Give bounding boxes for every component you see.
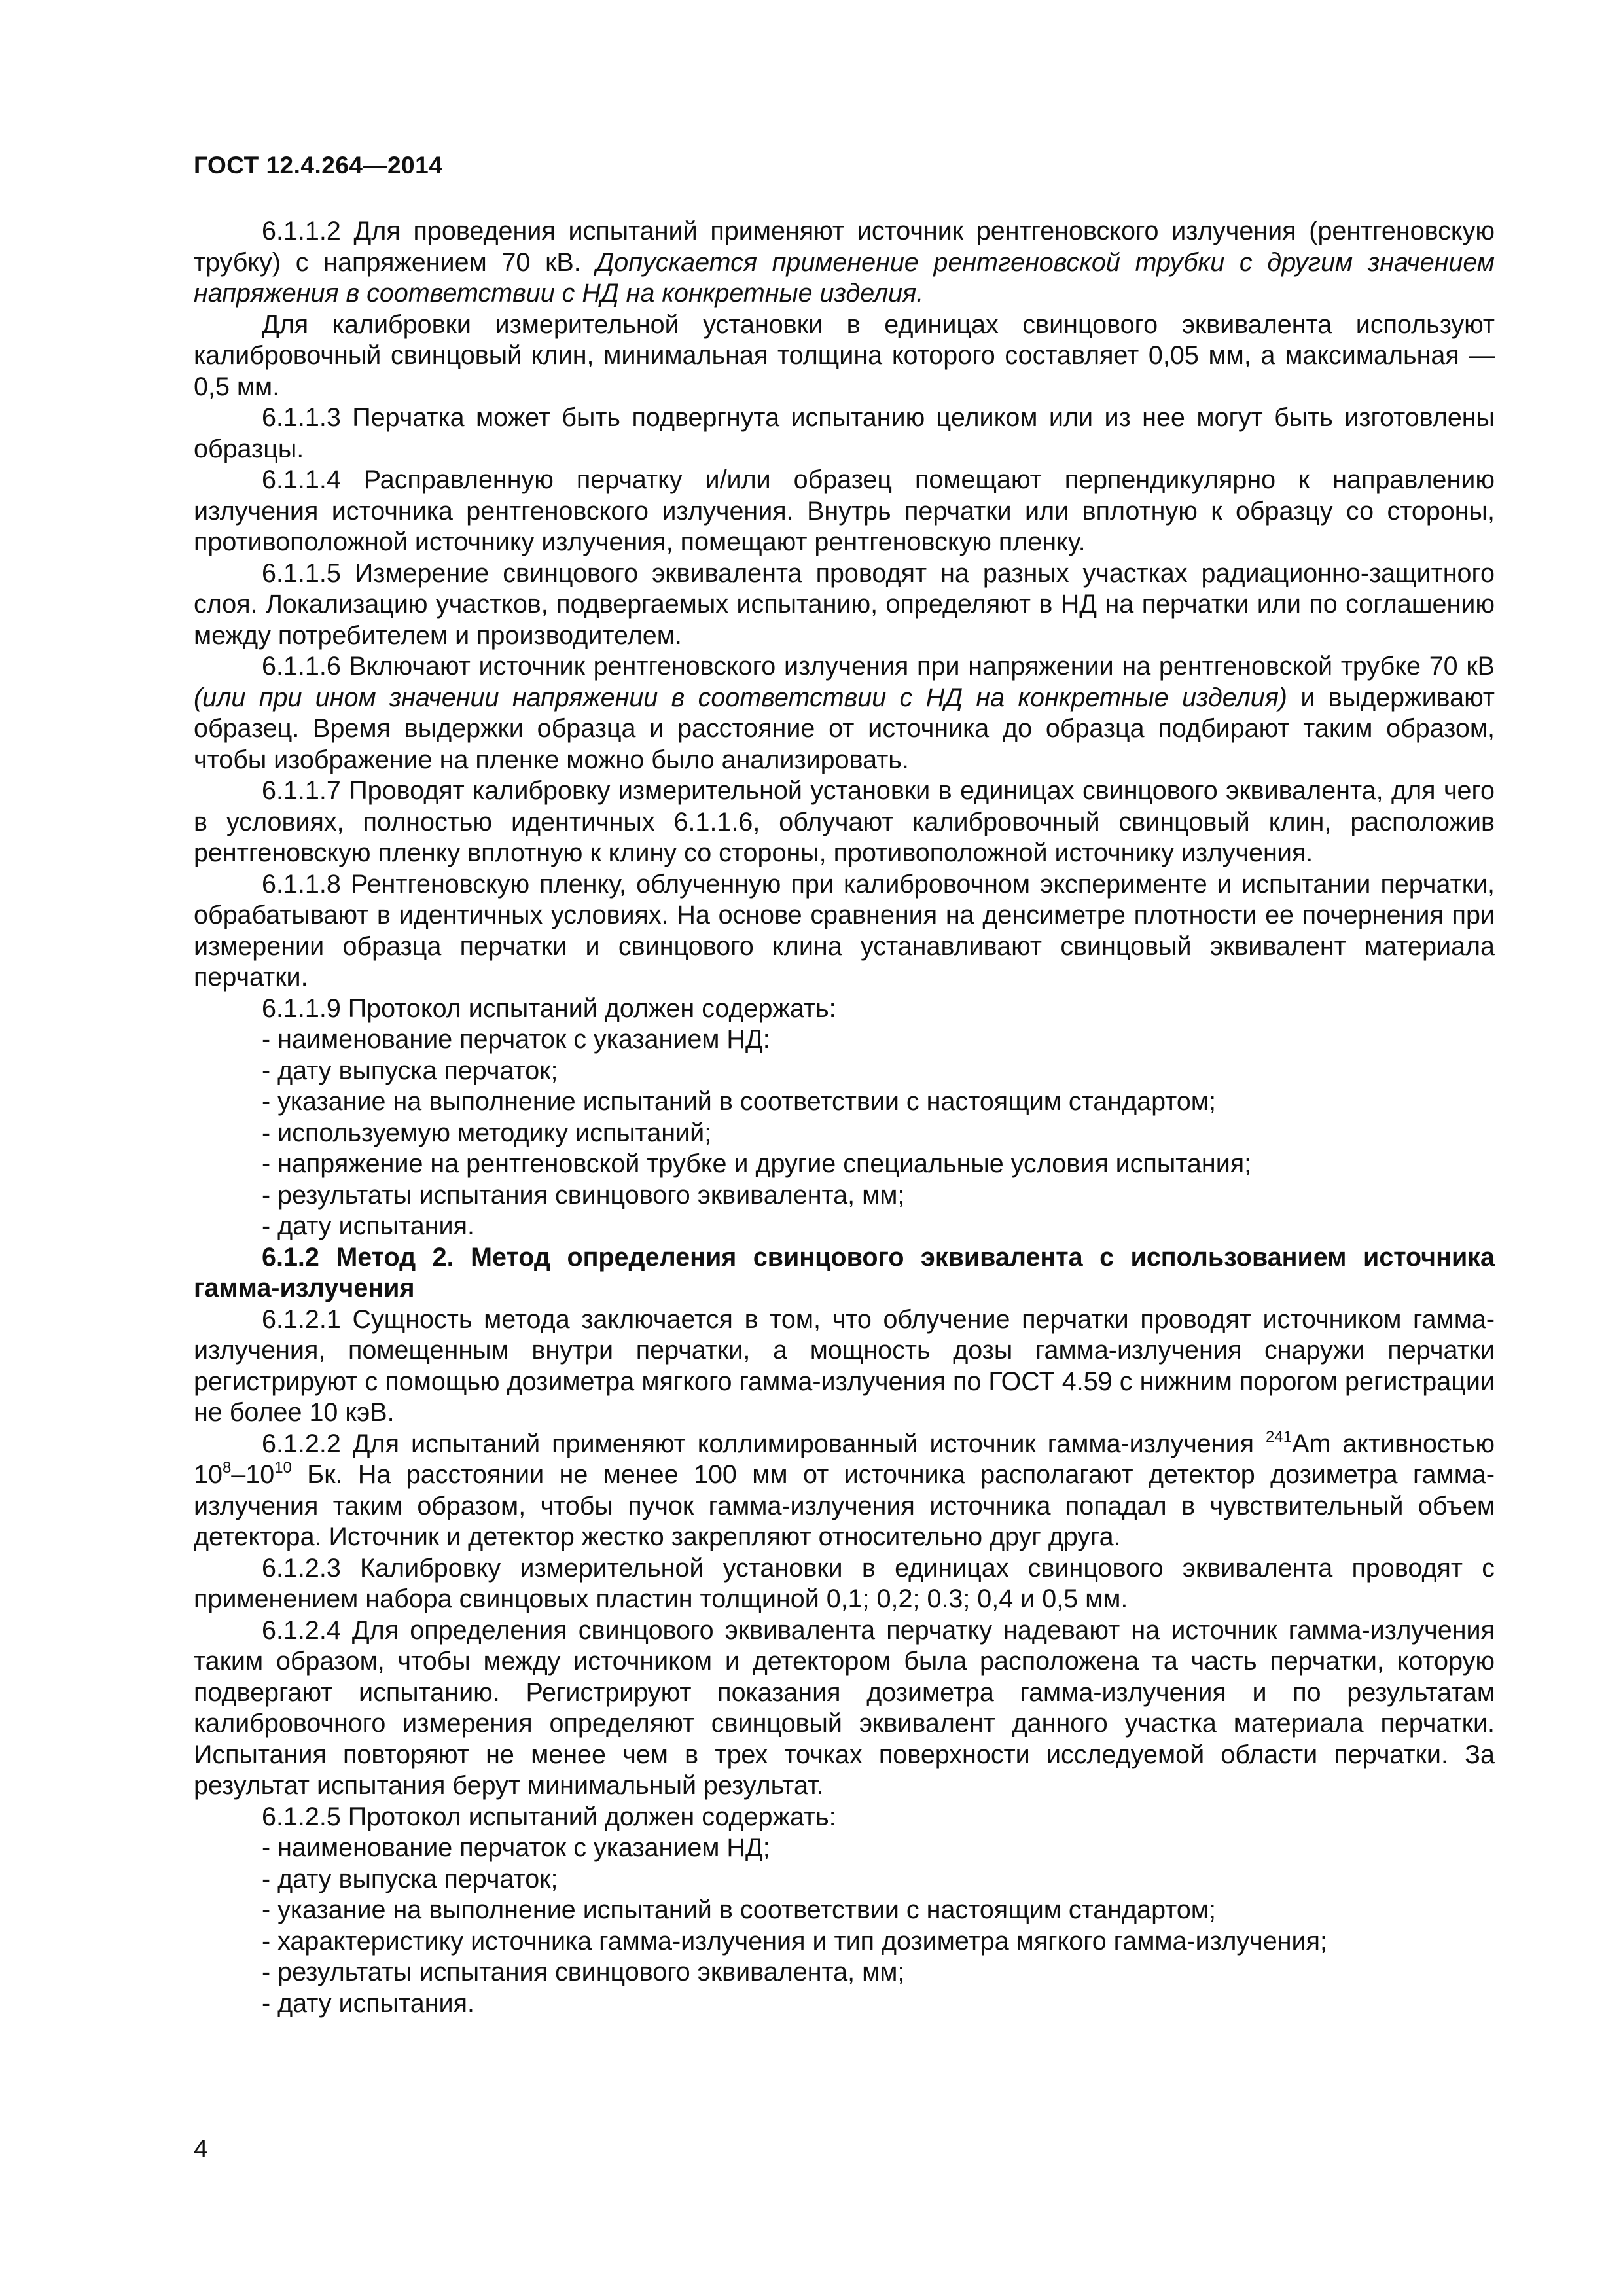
list-item: - указание на выполнение испытаний в соответствии с настоящим стандартом; [262, 1895, 1216, 1924]
paragraph-6-1-1-5: 6.1.1.5 Измерение свинцового эквивалента проводят на разных участках радиационно-защитного слоя. Локализацию участков, подвергаемых испытанию, определяют в НД на перчатки или по соглашению между потребителем и производителем. [194, 558, 1495, 650]
list-item: - используемую методику испытаний; [262, 1118, 712, 1147]
paragraph-6-1-2-3: 6.1.2.3 Калибровку измерительной установки в единицах свинцового эквивалента проводят с применением набора свинцовых пластин толщиной 0,1; 0,2; 0.3; 0,4 и 0,5 мм. [194, 1553, 1495, 1613]
paragraph-text: Бк. На расстоянии не менее 100 мм от источника располагают детектор дозиметра гамма-излучения таким образом, чтобы пучок гамма-излучения источника попадал в чувствительный объем детектора. Источник и детектор жестко закрепляют относительно друг друга. [194, 1460, 1495, 1551]
list-item: - наименование перчаток с указанием НД: [262, 1025, 770, 1054]
paragraph-text: –10 [231, 1460, 275, 1489]
paragraph-6-1-1-9: 6.1.1.9 Протокол испытаний должен содержать: [262, 994, 836, 1023]
paragraph-calibration: Для калибровки измерительной установки в единицах свинцового эквивалента используют калибровочный свинцовый клин, минимальная толщина которого составляет 0,05 мм, а максимальная — 0,5 мм. [194, 310, 1495, 401]
paragraph-text: активностью 10 [194, 1429, 1495, 1489]
paragraph-6-1-1-2 [194, 216, 1495, 310]
paragraph-text: 6.1.1.6 Включают источник рентгеновского излучения при напряжении на рентгеновской трубке 70 кВ [262, 652, 1495, 681]
paragraph-6-1-2-2 [194, 1429, 1495, 1553]
list-item: - дату испытания. [262, 1988, 474, 2018]
paragraph-6-1-1-8: 6.1.1.8 Рентгеновскую пленку, облученную при калибровочном эксперименте и испытании перчатки, обрабатывают в идентичных условиях. На основе сравнения на денсиметре плотности ее почернения при измерении образца перчатки и свинцового клина устанавливают свинцовый эквивалент материала перчатки. [194, 869, 1495, 992]
document-body [194, 216, 1495, 2019]
paragraph-6-1-2-1: 6.1.2.1 Сущность метода заключается в том, что облучение перчатки проводят источником гамма-излучения, помещенным внутри перчатки, а мощность дозы гамма-излучения снаружи перчатки регистрируют с помощью дозиметра мягкого гамма-излучения по ГОСТ 4.59 с нижним порогом регистрации не более 10 кэВ. [194, 1304, 1495, 1427]
list-item: - результаты испытания свинцового эквивалента, мм; [262, 1180, 905, 1210]
list-item: - характеристику источника гамма-излучения и тип дозиметра мягкого гамма-излучения; [262, 1926, 1327, 1956]
paragraph-6-1-1-3: 6.1.1.3 Перчатка может быть подвергнута испытанию целиком или из нее могут быть изготовлены образцы. [194, 403, 1495, 463]
list-item: - указание на выполнение испытаний в соответствии с настоящим стандартом; [262, 1087, 1216, 1116]
list-item: - результаты испытания свинцового эквивалента, мм; [262, 1958, 905, 1986]
list-item: - дату выпуска перчаток; [262, 1864, 558, 1893]
standard-header: ГОСТ 12.4.264—2014 [194, 152, 443, 179]
paragraph-6-1-1-6 [194, 651, 1495, 776]
isotope-mass-number: 241 [1266, 1427, 1293, 1446]
paragraph-6-1-1-4: 6.1.1.4 Расправленную перчатку и/или образец помещают перпендикулярно к направлению излучения источника рентгеновского излучения. Внутрь перчатки или вплотную к образцу со стороны, противоположной источнику излучения, помещают рентгеновскую пленку. [194, 465, 1495, 556]
paragraph-italic-text: (или при ином значении напряжении в соответствии с НД на конкретные изделия) [194, 683, 1287, 712]
paragraph-text: 6.1.2.2 Для испытаний применяют коллимированный источник гамма-излучения [262, 1429, 1266, 1458]
element-symbol: Am [1292, 1429, 1331, 1458]
section-heading-6-1-2: 6.1.2 Метод 2. Метод определения свинцового эквивалента с использованием источника гамма-излучения [194, 1242, 1495, 1302]
exponent: 10 [274, 1459, 292, 1477]
list-item: - напряжение на рентгеновской трубке и другие специальные условия испытания; [262, 1149, 1252, 1178]
list-item: - дату выпуска перчаток; [262, 1056, 558, 1085]
list-item: - дату испытания. [262, 1211, 474, 1240]
paragraph-text: и выдерживают образец. Время выдержки образца и расстояние от источника до образца подбирают таким образом, чтобы изображение на пленке можно было анализировать. [194, 683, 1495, 774]
exponent: 8 [222, 1459, 232, 1477]
page-number: 4 [194, 2135, 208, 2163]
paragraph-text: 6.1.1.2 Для проведения испытаний применяют источник рентгеновского излучения (рентгеновскую трубку) с напряжением 70 кВ. [194, 217, 1495, 277]
paragraph-6-1-2-4: 6.1.2.4 Для определения свинцового эквивалента перчатку надевают на источник гамма-излучения таким образом, чтобы между источником и детектором была расположена та часть перчатки, которую подвергают испытанию. Регистрируют показания дозиметра гамма-излучения и по результатам калибровочного измерения определяют свинцовый эквивалент данного участка материала перчатки. Испытания повторяют не менее чем в трех точках поверхности исследуемой области перчатки. За результат испытания берут минимальный результат. [194, 1615, 1495, 1800]
list-item: - наименование перчаток с указанием НД; [262, 1833, 770, 1862]
paragraph-6-1-2-5: 6.1.2.5 Протокол испытаний должен содержать: [262, 1802, 836, 1831]
paragraph-6-1-1-7: 6.1.1.7 Проводят калибровку измерительной установки в единицах свинцового эквивалента, для чего в условиях, полностью идентичных 6.1.1.6, облучают калибровочный свинцовый клин, расположив рентгеновскую пленку вплотную к клину со стороны, противоположной источнику излучения. [194, 776, 1495, 867]
paragraph-italic-text: Допускается применение рентгеновской трубки с другим значением напряжения в соответствии с НД на конкретные изделия. [194, 247, 1495, 308]
